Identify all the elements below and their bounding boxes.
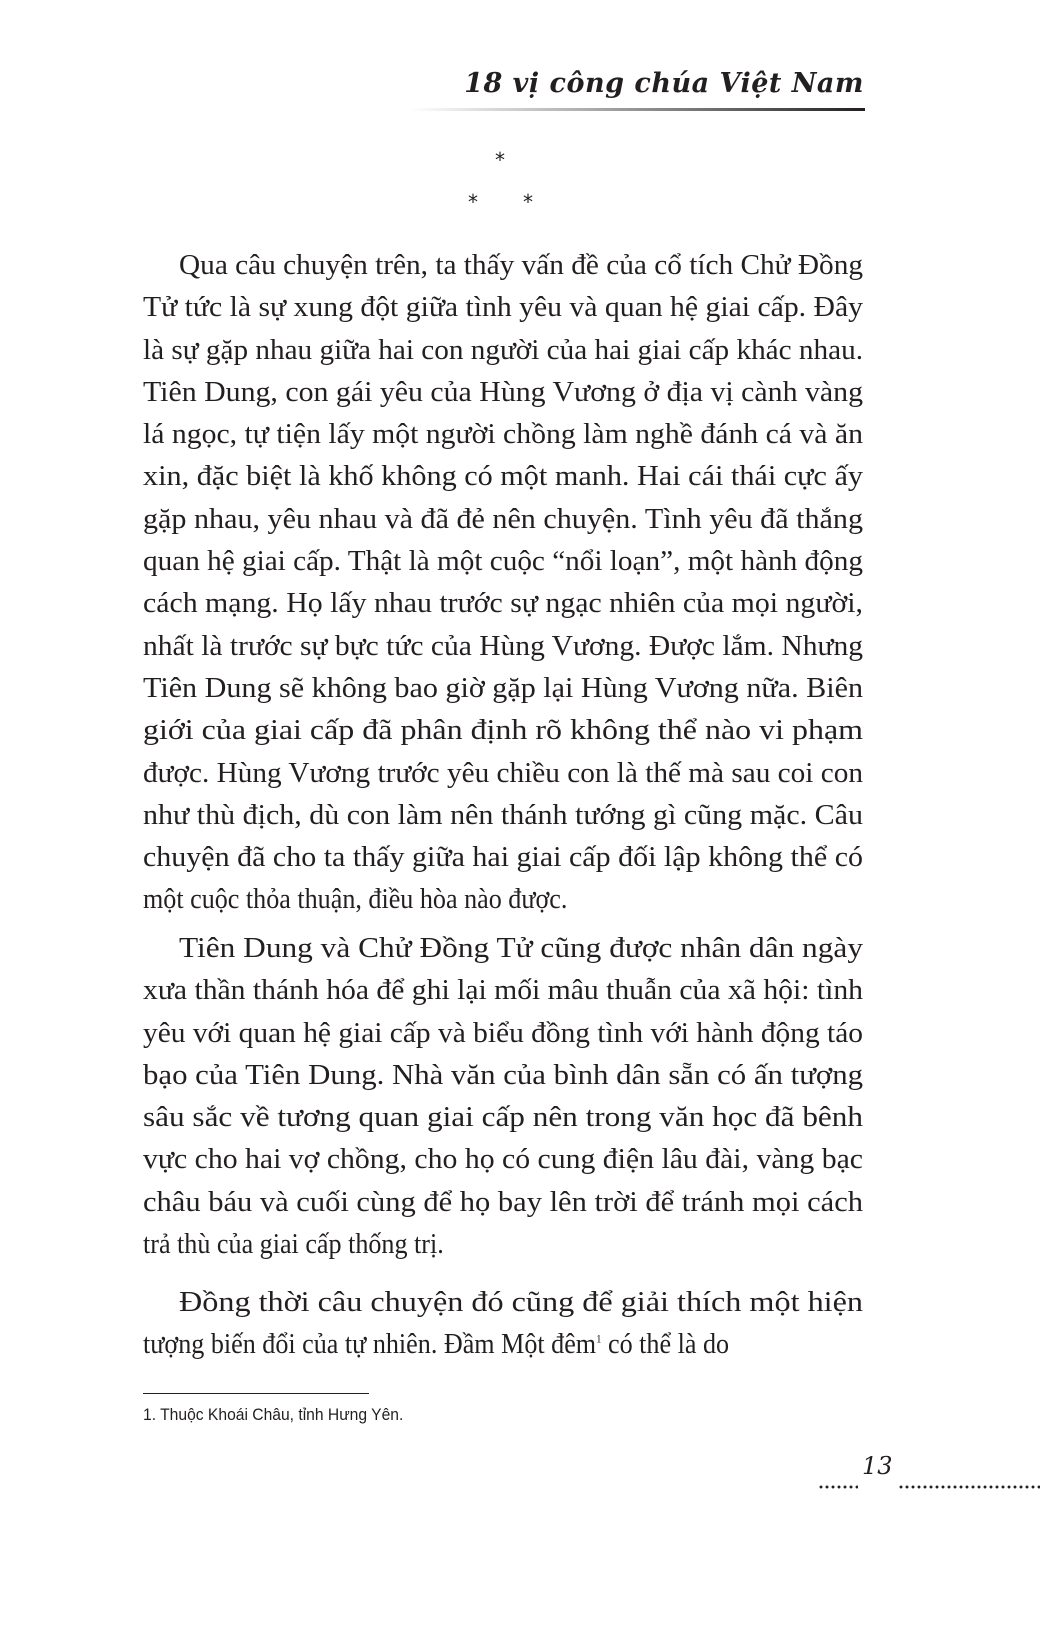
text-line-content: Qua câu chuyện trên, ta thấy vấn đề của cổ tích Chử Đồng bbox=[179, 249, 864, 281]
text-line bbox=[143, 371, 863, 413]
separator-star: * bbox=[468, 190, 478, 214]
separator-star: * bbox=[523, 190, 533, 214]
text-line-content: bạo của Tiên Dung. Nhà văn của bình dân sẵn có ấn tượng bbox=[143, 1058, 863, 1091]
text-line bbox=[143, 667, 863, 709]
text-line bbox=[143, 1181, 863, 1223]
text-line-content: được. Hùng Vương trước yêu chiều con là thế mà sau coi con bbox=[143, 756, 863, 789]
text-line-content: Tiên Dung sẽ không bao giờ gặp lại Hùng Vương nữa. Biên bbox=[143, 671, 863, 704]
footnote bbox=[143, 1405, 403, 1425]
separator-star: * bbox=[495, 148, 505, 172]
text-line-content: cách mạng. Họ lấy nhau trước sự ngạc nhiên của mọi người, bbox=[143, 587, 863, 620]
text-line bbox=[143, 1323, 863, 1365]
text-run: có thể là do bbox=[601, 1328, 730, 1361]
text-line bbox=[143, 1096, 863, 1138]
text-line-content: gặp nhau, yêu nhau và đã đẻ nên chuyện. Tình yêu đã thắng bbox=[143, 502, 864, 535]
text-run: tượng biến đổi của tự nhiên. Đầm Một đêm bbox=[143, 1328, 597, 1361]
text-line bbox=[143, 244, 863, 286]
text-line bbox=[143, 413, 863, 455]
page-number: 13 bbox=[862, 1452, 893, 1480]
text-line bbox=[143, 625, 863, 667]
text-line bbox=[143, 878, 863, 920]
text-line bbox=[143, 752, 863, 794]
text-line bbox=[143, 540, 863, 582]
text-line bbox=[143, 329, 863, 371]
text-line-content: lá ngọc, tự tiện lấy một người chồng làm nghề đánh cá và ăn bbox=[143, 418, 863, 451]
footnote-reference[interactable]: 1 bbox=[596, 1331, 602, 1346]
text-line bbox=[143, 286, 863, 328]
text-line bbox=[143, 1223, 863, 1265]
text-line bbox=[143, 969, 863, 1011]
paragraph-1 bbox=[143, 244, 863, 921]
text-line bbox=[143, 498, 863, 540]
text-line bbox=[143, 1281, 863, 1323]
footnote-text: Thuộc Khoái Châu, tỉnh Hưng Yên. bbox=[160, 1405, 404, 1424]
text-line bbox=[143, 455, 863, 497]
text-line-content: Đồng thời câu chuyện đó cũng để giải thích một hiện bbox=[179, 1286, 863, 1318]
text-line bbox=[143, 582, 863, 624]
text-line-content: yêu với quan hệ giai cấp và biểu đồng tình với hành động táo bbox=[143, 1016, 864, 1049]
text-line-content: xưa thần thánh hóa để ghi lại mối mâu thuẫn của xã hội: tình bbox=[143, 974, 864, 1007]
footnote-rule bbox=[143, 1393, 369, 1394]
text-line-content: trả thù của giai cấp thống trị. bbox=[143, 1228, 444, 1261]
text-line-content: như thù địch, dù con làm nên thánh tướng gì cũng mặc. Câu bbox=[143, 798, 864, 831]
text-line-content: nhất là trước sự bực tức của Hùng Vương. Được lắm. Nhưng bbox=[143, 629, 863, 662]
text-line bbox=[143, 927, 863, 969]
text-line-content bbox=[143, 1323, 729, 1365]
text-line-content: vực cho hai vợ chồng, cho họ có cung điện lâu đài, vàng bạc bbox=[143, 1143, 863, 1176]
text-line-content: Tiên Dung và Chử Đồng Tử cũng được nhân dân ngày bbox=[179, 932, 863, 964]
paragraph-3 bbox=[143, 1281, 863, 1366]
text-line-content: chuyện đã cho ta thấy giữa hai giai cấp đối lập không thể có bbox=[143, 841, 863, 874]
text-line-content: là sự gặp nhau giữa hai con người của hai giai cấp khác nhau. bbox=[143, 333, 863, 366]
text-line bbox=[143, 794, 863, 836]
text-line bbox=[143, 836, 863, 878]
text-line-content: Tử tức là sự xung đột giữa tình yêu và quan hệ giai cấp. Đây bbox=[143, 291, 863, 324]
text-line-content: giới của giai cấp đã phân định rõ không thể nào vi phạm bbox=[143, 714, 864, 747]
text-line bbox=[143, 1012, 863, 1054]
text-line-content: xin, đặc biệt là khố không có một manh. Hai cái thái cực ấy bbox=[143, 460, 864, 493]
header-rule bbox=[410, 108, 865, 111]
text-line-content: sâu sắc về tương quan giai cấp nên trong văn học đã bênh bbox=[143, 1101, 863, 1134]
text-line-content: quan hệ giai cấp. Thật là một cuộc “nổi loạn”, một hành động bbox=[143, 545, 863, 578]
text-line bbox=[143, 1138, 863, 1180]
text-line-content: châu báu và cuối cùng để họ bay lên trời để tránh mọi cách bbox=[143, 1185, 863, 1218]
page-number-dots-left bbox=[818, 1485, 858, 1489]
text-line bbox=[143, 709, 863, 751]
page-number-dots-right bbox=[898, 1485, 1040, 1489]
paragraph-2 bbox=[143, 927, 863, 1265]
running-header-title: 18 vị công chúa Việt Nam bbox=[464, 68, 864, 99]
footnote-marker: 1. bbox=[143, 1405, 157, 1424]
text-line bbox=[143, 1054, 863, 1096]
text-line-content: Tiên Dung, con gái yêu của Hùng Vương ở địa vị cành vàng bbox=[143, 375, 863, 408]
text-line-content: một cuộc thỏa thuận, điều hòa nào được. bbox=[143, 883, 568, 916]
